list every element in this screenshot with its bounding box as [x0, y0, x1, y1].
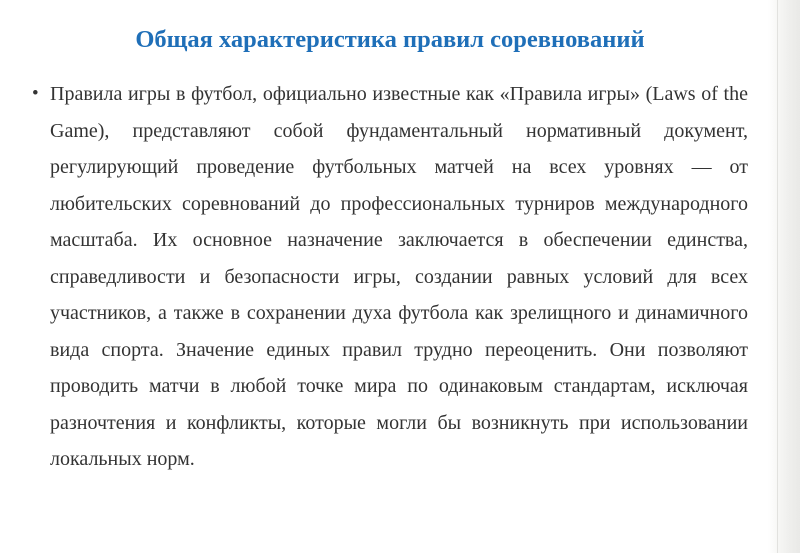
bullet-text: Правила игры в футбол, официально известные как «Правила игры» (Laws of the Game), представляют собой фундаментальный нормативный документ, регулирующий проведение футбольных матчей на всех уровнях — от любительских соревнований до профессиональных турниров международного масштаба. Их основное назначение заключается в обеспечении единства, справедливости и безопасности игры, создании равных условий для всех участников, а также в сохранении духа футбола как зрелищного и динамичного вида спорта. Значение единых правил трудно переоценить. Они позволяют проводить матчи в любой точке мира по одинаковым стандартам, исключая разночтения и конфликты, которые могли бы возникнуть при использовании локальных норм. — [50, 83, 748, 470]
slide-edge-shadow — [768, 0, 800, 553]
slide-edge-line — [777, 0, 778, 553]
bullet-marker: • — [32, 83, 39, 104]
bullet-item — [32, 76, 748, 478]
slide-title: Общая характеристика правил соревнований — [135, 26, 645, 53]
slide-content — [32, 76, 748, 478]
